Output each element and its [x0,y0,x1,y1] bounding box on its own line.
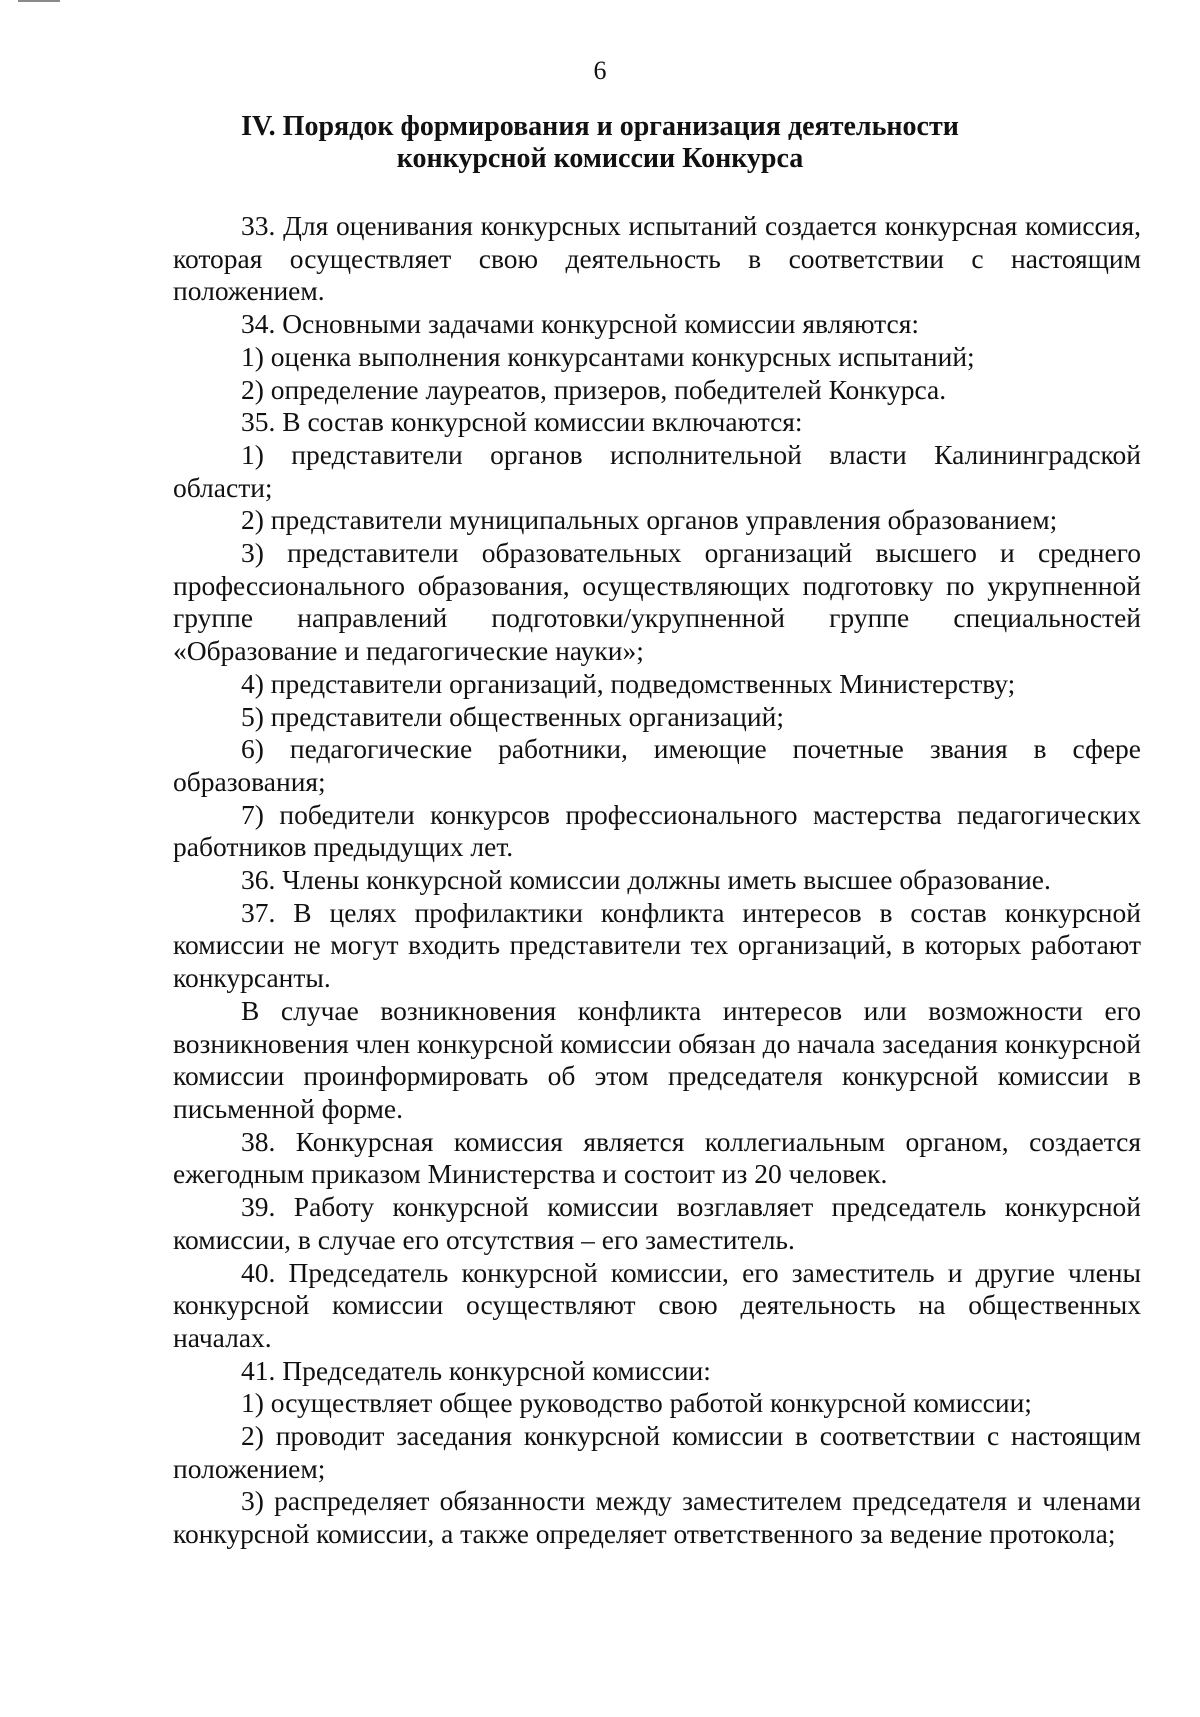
section-heading [150,111,1050,175]
paragraph-41: 41. Председатель конкурсной комиссии: [241,1354,711,1386]
paragraph-37: 37. В целях профилактики конфликта интересов в состав конкурсной комиссии не могут входить представители тех организаций, в которых работают конкурсанты. [173,896,1141,994]
paragraph-36: 36. Члены конкурсной комиссии должны иметь высшее образование. [241,864,1051,896]
paragraph-35: 35. В состав конкурсной комиссии включаются: [241,406,803,438]
section-heading-line-2: конкурсной комиссии Конкурса [396,143,804,174]
paragraph-39: 39. Работу конкурсной комиссии возглавляет председатель конкурсной комиссии, в случае его отсутствия – его заместитель. [173,1191,1141,1255]
list-item-35-3: 3) представители образовательных организаций высшего и среднего профессионального образования, осуществляющих подготовку по укрупненной группе направлений подготовки/укрупненной группе специальностей «Образование и педагогические науки»; [173,537,1141,667]
list-item-34-2: 2) определение лауреатов, призеров, победителей Конкурса. [241,373,947,405]
list-item-35-5: 5) представители общественных организаций; [241,700,784,732]
list-item-41-3: 3) распределяет обязанности между заместителем председателя и членами конкурсной комиссии, а также определяет ответственного за ведение протокола; [173,1485,1141,1550]
page-number: 6 [593,56,607,85]
list-item-41-2: 2) проводит заседания конкурсной комиссии в соответствии с настоящим положением; [173,1420,1141,1484]
list-item-35-1: 1) представители органов исполнительной власти Калининградской области; [173,438,1141,503]
section-heading-line-1: IV. Порядок формирования и организация деятельности [241,111,959,142]
document-body [173,210,1141,1551]
list-item-35-6: 6) педагогические работники, имеющие почетные звания в сфере образования; [173,733,1141,797]
list-item-35-7: 7) победители конкурсов профессионального мастерства педагогических работников предыдущих лет. [173,798,1141,863]
scan-edge-mark [18,0,60,2]
list-item-35-4: 4) представители организаций, подведомственных Министерству; [241,667,1016,699]
paragraph-37-conflict: В случае возникновения конфликта интересов или возможности его возникновения член конкурсной комиссии обязан до начала заседания конкурсной комиссии проинформировать об этом председателя конкурсной комиссии в письменной форме. [173,994,1141,1124]
paragraph-40: 40. Председатель конкурсной комиссии, его заместитель и другие члены конкурсной комиссии осуществляют свою деятельность на общественных началах. [173,1256,1141,1353]
list-item-35-2: 2) представители муниципальных органов управления образованием; [241,504,1058,536]
paragraph-38: 38. Конкурсная комиссия является коллегиальным органом, создается ежегодным приказом Министерства и состоит из 20 человек. [173,1125,1141,1190]
paragraph-34: 34. Основными задачами конкурсной комиссии являются: [241,308,920,340]
list-item-34-1: 1) оценка выполнения конкурсантами конкурсных испытаний; [241,340,975,372]
list-item-41-1: 1) осуществляет общее руководство работой конкурсной комиссии; [241,1387,1032,1419]
paragraph-33: 33. Для оценивания конкурсных испытаний создается конкурсная комиссия, которая осуществляет свою деятельность в соответствии с настоящим положением. [173,210,1141,307]
